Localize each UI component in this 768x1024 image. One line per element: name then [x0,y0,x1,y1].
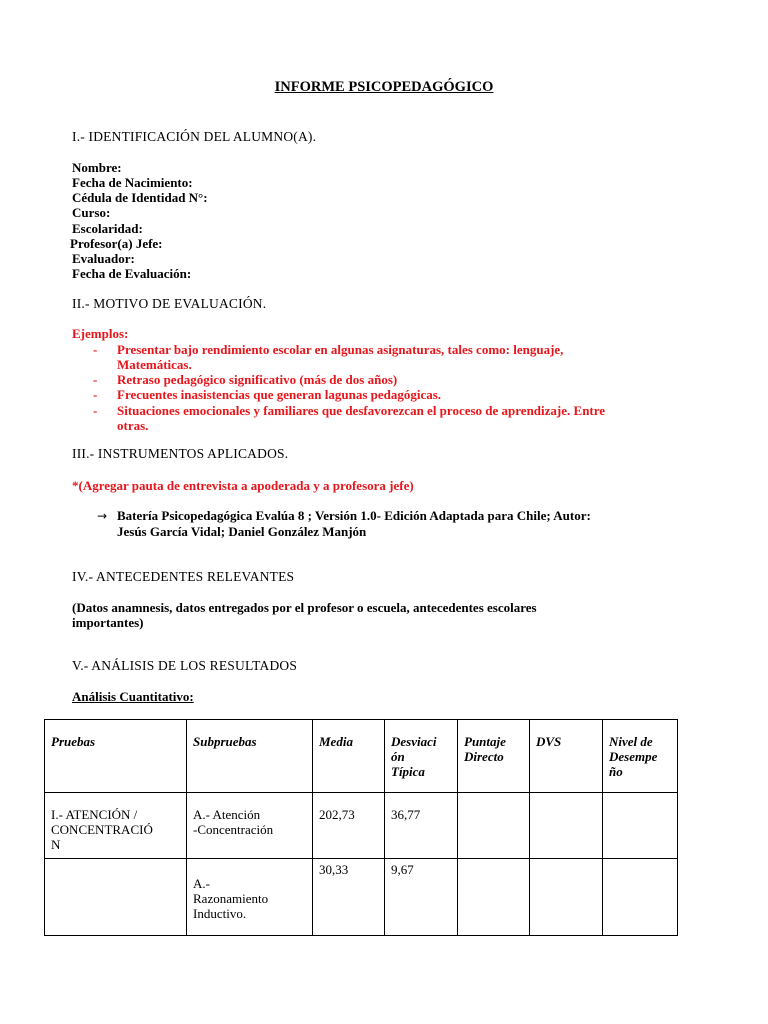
example-item-1-cont: Matemáticas. [117,357,192,372]
field-profesor-jefe: Profesor(a) Jefe: [70,236,163,251]
field-cedula: Cédula de Identidad N°: [72,190,208,205]
cell-desviacion: 9,67 [385,859,458,936]
section-4-heading: IV.- ANTECEDENTES RELEVANTES [72,569,295,584]
table-row [45,859,678,936]
quantitative-subheading: Análisis Cuantitativo: [72,689,194,704]
header-puntaje-directo: Puntaje Directo [458,720,530,793]
examples-label: Ejemplos: [72,326,129,341]
section-3-heading: III.- INSTRUMENTOS APLICADOS. [72,446,289,461]
cell-media: 30,33 [313,859,385,936]
document-title: INFORME PSICOPEDAGÓGICO [274,79,494,95]
antecedentes-text-1: (Datos anamnesis, datos entregados por el profesor o escuela, antecedentes escolares [72,600,537,615]
header-pruebas: Pruebas [45,720,187,793]
cell-dvs [530,859,603,936]
example-item-3: Frecuentes inasistencias que generan lagunas pedagógicas. [117,387,442,402]
instrument-line-2: Jesús García Vidal; Daniel González Manjón [117,524,367,539]
field-escolaridad: Escolaridad: [72,221,143,236]
field-fecha-nacimiento: Fecha de Nacimiento: [72,175,193,190]
field-fecha-evaluacion: Fecha de Evaluación: [72,266,192,281]
cell-puntaje [458,793,530,859]
bullet-dash: - [93,342,98,357]
cell-dvs [530,793,603,859]
field-curso: Curso: [72,205,111,220]
cell-subprueba: A.- Razonamiento Inductivo. [187,859,313,936]
bullet-dash: - [93,387,98,402]
results-table [44,719,678,936]
table-header-row [45,720,678,793]
cell-subprueba: A.- Atención -Concentración [187,793,313,859]
example-item-4-cont: otras. [117,418,149,433]
header-desviacion: Desviaci ón Típica [385,720,458,793]
header-nivel-desempeno: Nivel de Desempe ño [603,720,678,793]
bullet-dash: - [93,372,98,387]
example-item-1: Presentar bajo rendimiento escolar en algunas asignaturas, tales como: lenguaje, [117,342,564,357]
header-subpruebas: Subpruebas [187,720,313,793]
section-1-heading: I.- IDENTIFICACIÓN DEL ALUMNO(A). [72,129,317,144]
header-dvs: DVS [530,720,603,793]
example-item-2: Retraso pedagógico significativo (más de dos años) [117,372,398,387]
field-nombre: Nombre: [72,160,122,175]
bullet-dash: - [93,403,98,418]
table-row [45,793,678,859]
cell-prueba: I.- ATENCIÓN / CONCENTRACIÓ N [45,793,187,859]
field-evaluador: Evaluador: [72,251,135,266]
cell-nivel [603,859,678,936]
example-item-4: Situaciones emocionales y familiares que desfavorezcan el proceso de aprendizaje. Entre [117,403,606,418]
cell-nivel [603,793,678,859]
section-5-heading: V.- ANÁLISIS DE LOS RESULTADOS [72,658,298,673]
cell-media: 202,73 [313,793,385,859]
cell-puntaje [458,859,530,936]
arrow-right-icon: → [97,509,108,523]
cell-prueba [45,859,187,936]
cell-desviacion: 36,77 [385,793,458,859]
instruments-note: *(Agregar pauta de entrevista a apoderada y a profesora jefe) [72,478,414,493]
antecedentes-text-2: importantes) [72,615,144,630]
header-media: Media [313,720,385,793]
instrument-line-1: Batería Psicopedagógica Evalúa 8 ; Versión 1.0- Edición Adaptada para Chile; Autor: [117,508,591,523]
section-2-heading: II.- MOTIVO DE EVALUACIÓN. [72,296,267,311]
